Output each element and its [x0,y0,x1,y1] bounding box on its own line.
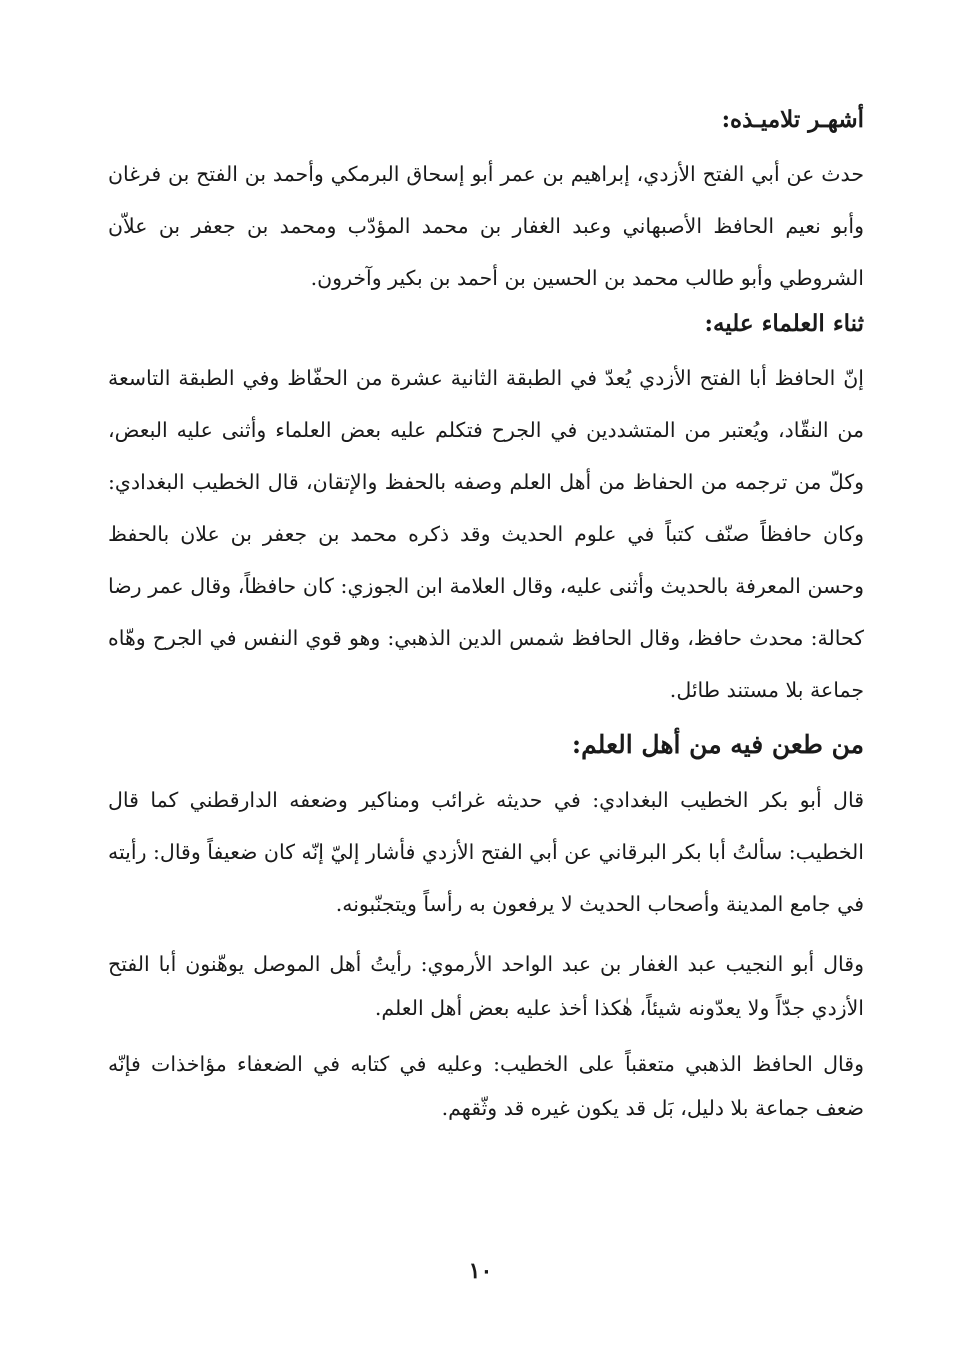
spacer [108,344,864,352]
paragraph-critics-3: وقال الحافظ الذهبي متعقباً على الخطيب: وعليه في كتابه في الضعفاء مؤاخذات فإنّه ضعف جماعة بلا دليل، بَل قد يكون غيره قد وثّقهم. [108,1052,864,1120]
paragraph-praise: إنّ الحافظ أبا الفتح الأزدي يُعدّ في الطبقة الثانية عشرة من الحفّاظ وفي الطبقة التاسعة من النقّاد، ويُعتبر من المتشددين في الجرح فتكلم عليه بعض العلماء وأثنى عليه البعض، وكلّ من ترجمه من الحفاظ من أهل العلم وصفه بالحفظ والإتقان، قال الخطيب البغدادي: وكان حافظاً صنّف كتباً في علوم الحديث وقد ذكره محمد بن جعفر بن علان بالحفظ وحسن المعرفة بالحديث وأثنى عليه، وقال العلامة ابن الجوزي: كان حافظاً، وقال عمر رضا كحالة: محدث حافظ، وقال الحافظ شمس الدين الذهبي: وهو قوي النفس في الجرح وهّاه جماعة بلا مستند طائل. [108,366,864,702]
section-heading-students: أشهـر تلاميـذه: [721,106,864,133]
spacer [108,140,864,148]
paragraph-students: حدث عن أبي الفتح الأزدي، إبراهيم بن عمر أبو إسحاق البرمكي وأحمد بن الفتح بن فرغان وأبو نعيم الحافظ الأصبهاني وعبد الغفار بن محمد المؤدّب ومحمد بن جعفر بن علاّن الشروطي وأبو طالب محمد بن الحسين بن أحمد بن بكير وآخرون. [108,162,864,290]
paragraph-critics-1: قال أبو بكر الخطيب البغدادي: في حديثه غرائب ومناكير وضعفه الدارقطني كما قال الخطيب: سألتُ أبا بكر البرقاني عن أبي الفتح الأزدي فأشار إليّ إنّه كان ضعيفاً وقال: رأيته في جامع المدينة وأصحاب الحديث لا يرفعون به رأساً ويتجنّبونه. [108,788,864,916]
paragraph-critics-2: وقال أبو النجيب عبد الغفار بن عبد الواحد الأرموي: رأيتُ أهل الموصل يوهّنون أبا الفتح الأزدي جدّاً ولا يعدّونه شيئاً، هٰكذا أخذ عليه بعض أهل العلم. [108,952,864,1020]
section-heading-critics: من طعن فيه من أهل العلم: [571,730,864,759]
section-heading-praise: ثناء العلماء عليه: [704,310,864,337]
page-body [108,100,864,1130]
spacer [108,930,864,942]
spacer [108,716,864,724]
page-number: ١٠ [468,1258,493,1284]
spacer [108,766,864,774]
spacer [108,1030,864,1042]
